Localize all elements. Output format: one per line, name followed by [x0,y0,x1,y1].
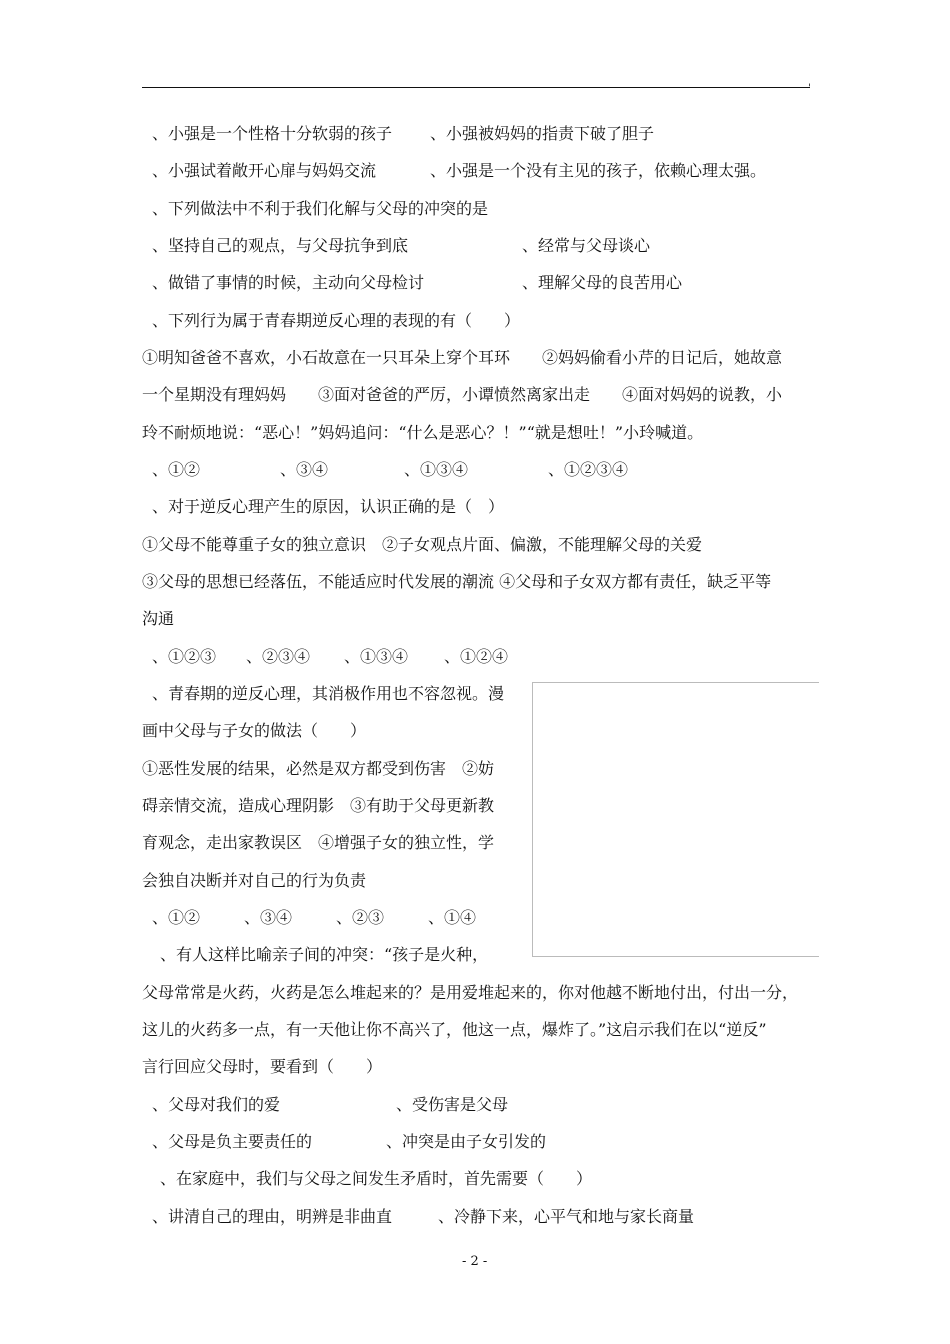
option-a: 、父母对我们的爱 [152,1095,281,1114]
option-d: 、①②③④ [548,460,629,479]
option-d: 、①④ [428,908,477,927]
option-d: 、理解父母的良苦用心 [522,273,683,292]
question-body: 碍亲情交流，造成心理阴影 ③有助于父母更新教 [142,796,495,815]
question-stem: 、在家庭中，我们与父母之间发生矛盾时，首先需要（ ） [160,1169,593,1188]
question-stem: 言行回应父母时，要看到（ ） [142,1057,383,1076]
question-body: 玲不耐烦地说：“恶心！”妈妈追问：“什么是恶心？！”“就是想吐！”小玲喊道。 [142,423,704,442]
question-body: 育观念，走出家教误区 ④增强子女的独立性，学 [142,833,495,852]
option-a: 、讲清自己的理由，明辨是非曲直 [152,1207,393,1226]
option-c: 、做错了事情的时候，主动向父母检讨 [152,273,425,292]
question-stem: 画中父母与子女的做法（ ） [142,721,367,740]
question-stem: 、下列行为属于青春期逆反心理的表现的有（ ） [152,311,521,330]
option-c: 、父母是负主要责任的 [152,1132,313,1151]
option-a: 、①②③ [152,647,217,666]
question-stem: 、下列做法中不利于我们化解与父母的冲突的是 [152,199,489,218]
question-stem: 、对于逆反心理产生的原因，认识正确的是（ ） [152,497,505,516]
option-c: 、②③ [336,908,385,927]
option-c: 、①③④ [404,460,469,479]
option-b: 、冷静下来，心平气和地与家长商量 [438,1207,695,1226]
option-d: 、①②④ [444,647,509,666]
option-e: 、小强试着敞开心扉与妈妈交流 [152,161,377,180]
question-body: ③父母的思想已经落伍，不能适应时代发展的潮流 ④父母和子女双方都有责任，缺乏平等 [142,572,772,591]
option-d: 、小强被妈妈的指责下破了胆子 [430,124,655,143]
option-b: 、②③④ [246,647,311,666]
question-body: ①恶性发展的结果，必然是双方都受到伤害 ②妨 [142,759,495,778]
option-c: 、小强是一个性格十分软弱的孩子 [152,124,393,143]
question-stem: 、有人这样比喻亲子间的冲突：“孩子是火种， [160,945,489,964]
question-body: ①明知爸爸不喜欢，小石故意在一只耳朵上穿个耳环 ②妈妈偷看小芹的日记后，她故意 [142,348,783,367]
header-rule [142,87,810,88]
option-a: 、①② [152,460,201,479]
question-stem: 这儿的火药多一点，有一天他让你不高兴了，他这一点，爆炸了。”这启示我们在以“逆反” [142,1020,767,1039]
option-c: 、①③④ [344,647,409,666]
header-tick-mark: ' [808,83,811,94]
option-a: 、①② [152,908,201,927]
question-body: 一个星期没有理妈妈 ③面对爸爸的严厉，小谭愤然离家出走 ④面对妈妈的说教，小 [142,385,783,404]
question-body: 沟通 [142,609,175,628]
option-f: 、小强是一个没有主见的孩子，依赖心理太强。 [430,161,767,180]
option-b: 、③④ [244,908,293,927]
option-a: 、坚持自己的观点，与父母抗争到底 [152,236,409,255]
question-stem: 父母常常是火药，火药是怎么堆起来的？是用爱堆起来的，你对他越不断地付出，付出一分， [142,983,799,1002]
question-body: 会独自决断并对自己的行为负责 [142,871,367,890]
page-number: - 2 - [462,1254,488,1269]
option-b: 、③④ [280,460,329,479]
option-d: 、冲突是由子女引发的 [386,1132,547,1151]
question-body: ①父母不能尊重子女的独立意识 ②子女观点片面、偏激，不能理解父母的关爱 [142,535,703,554]
option-b: 、受伤害是父母 [396,1095,509,1114]
option-b: 、经常与父母谈心 [522,236,651,255]
question-stem: 、青春期的逆反心理，其消极作用也不容忽视。漫 [152,684,505,703]
comic-image-frame [532,682,819,957]
